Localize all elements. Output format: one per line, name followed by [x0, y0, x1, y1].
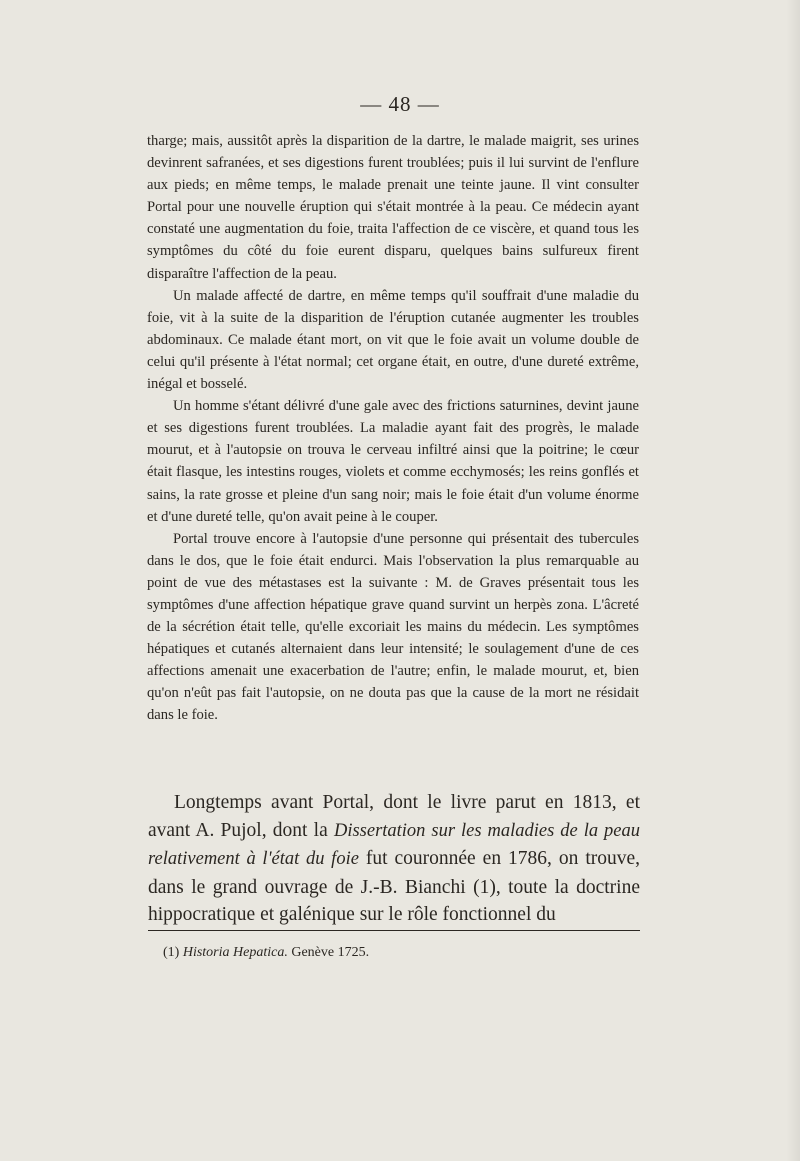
paragraph: Portal trouve encore à l'autopsie d'une personne qui présentait des tubercules dans le dos, que le foie était endurci. Mais l'observation la plus remarquable au point de vue des métastases est la suivante : M. de Graves présentait tous les symptômes d'une affection hépatique grave quand survint un herpès zona. L'âcreté de la sécrétion était telle, qu'elle excoriait les mains du médecin. Les symptômes hépatiques et cutanés alternaient dans leur intensité; le soulagement d'une de ces affections amenait une exacerbation de l'autre; enfin, le malade mourut, et, bien qu'on n'eût pas fait l'autopsie, on ne douta pas que la cause de la mort ne résidait dans le foie.: [147, 530, 639, 724]
paragraph: Un homme s'étant délivré d'une gale avec des frictions saturnines, devint jaune et ses digestions furent troublées. La maladie ayant fait des progrès, le malade mourut, et à l'autopsie on trouva le cerveau infiltré ainsi que la poitrine; le cœur était flasque, les intestins rouges, violets et comme ecchymosés; les reins gonflés et sains, la rate grosse et pleine d'un sang noir; mais le foie était d'un volume énorme et d'une dureté telle, qu'on avait peine à le couper.: [147, 398, 639, 525]
footnote-divider: [148, 930, 640, 931]
footnote-text: Genève 1725.: [287, 945, 370, 960]
large-paragraph-text-2: fut couronnée en 1786, on trouve, dans le grand ouvrage de J.-B. Bianchi (1), toute la doctrine hippocratique et galénique sur le rôle fonctionnel du: [148, 848, 641, 926]
small-text-block: [147, 130, 639, 727]
large-paragraph-text-1: Longtemps avant Portal, dont le livre parut en 1813, et avant A. Pujol, dont la: [148, 792, 640, 841]
page-number: — 48 —: [360, 92, 440, 116]
page-edge-shadow: [786, 0, 800, 1161]
paragraph-continued: tharge; mais, aussitôt après la disparition de la dartre, le malade maigrit, ses urines devinrent safranées, et ses digestions furent troublées; puis il lui survint de l'enflure aux pieds; en même temps, le malade prenait une teinte jaune. Il vint consulter Portal pour une nouvelle éruption qui s'était montrée à la peau. Ce médecin ayant constaté une augmentation du foie, traita l'affection de ce viscère, et quand tous les symptômes du côté du foie eurent disparu, quelques bains sulfureux firent disparaître l'affection de la peau.: [147, 133, 639, 282]
footnote: [163, 944, 633, 962]
paragraph: Un malade affecté de dartre, en même temps qu'il souffrait d'une maladie du foie, vit à la suite de la disparition de l'éruption cutanée augmenter les troubles abdominaux. Ce malade étant mort, on vit que le foie avait un volume double de celui qu'il présente à l'état normal; cet organe était, en outre, d'une dureté extrême, inégal et bosselé.: [147, 287, 639, 393]
large-paragraph: [148, 789, 640, 929]
large-text-block: [148, 789, 640, 929]
dissertation-title: Dissertation sur les maladies de la peau relativement à l'état du foie: [148, 820, 640, 870]
footnote-marker: (1): [163, 945, 183, 960]
footnote-title: Historia Hepatica.: [182, 945, 288, 960]
